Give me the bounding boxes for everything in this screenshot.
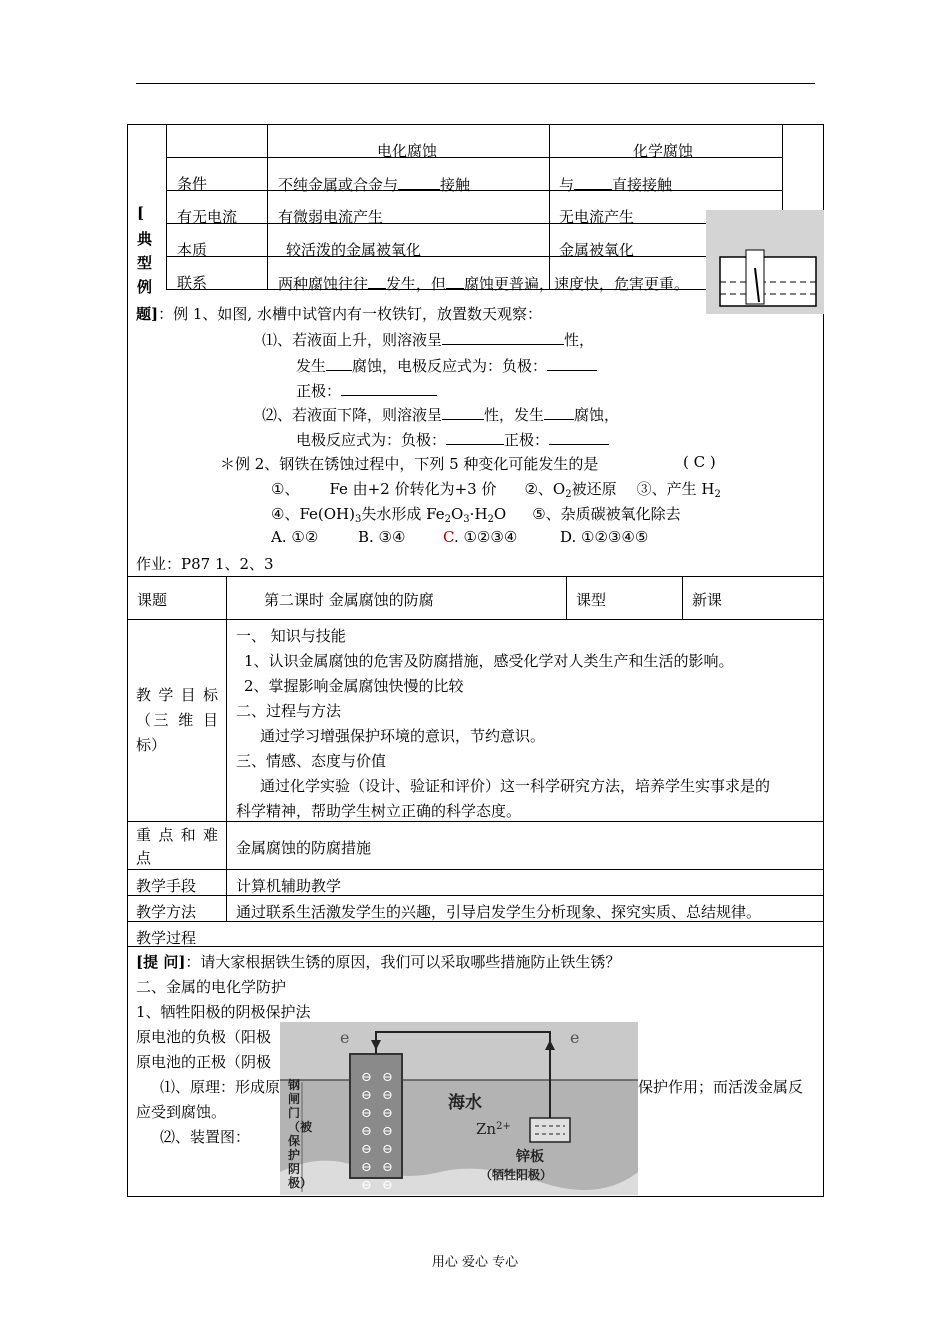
negative-ion-icon: ⊖ [382,1142,393,1157]
beaker-drawing [706,210,824,314]
negative-ion-icon: ⊖ [361,1178,372,1193]
side-label-char-2: 型 [137,254,153,272]
electron-right: e [570,1028,580,1047]
row-label-current: 有无电流 [177,208,238,226]
means-label: 教学手段 [136,877,197,895]
process-line-3: 原电池的负极（阳极 [136,1028,272,1046]
topic-value: 第二课时 金属腐蚀的防腐 [264,591,434,609]
negative-ion-icon: ⊖ [361,1160,372,1175]
negative-ion-icon: ⊖ [361,1142,372,1157]
essence-electro: 较活泼的金属被氧化 [286,241,422,259]
example-2-answer: ( C ) [683,453,716,471]
goal-line-7: 通过化学实验（设计、验证和评价）这一科学研究方法，培养学生实事求是的 [260,777,771,795]
beaker-figure [706,210,824,314]
method-label: 教学方法 [136,903,197,921]
side-label-char-3: 例 [137,278,153,296]
process-line-7: ⑵、装置图： [160,1128,251,1146]
side-label-char-1: 典 [137,230,153,248]
process-line-1: 二、金属的电化学防护 [136,978,287,996]
negative-ion-icon: ⊖ [382,1070,393,1085]
row-label-relation: 联系 [177,274,208,292]
negative-ion-icon: ⊖ [382,1088,393,1103]
electron-left: e [340,1028,350,1047]
condition-electro: 不纯金属或合金与 接触 [278,173,470,195]
header-rule [136,83,815,84]
current-electro: 有微弱电流产生 [278,208,384,226]
goals-label: 教 学 目 标（三 维 目标） [136,686,218,754]
q1-line-b: 发生 腐蚀，电极反应式为：负极： [296,354,597,376]
process-line-6: 应受到腐蚀。 [136,1103,227,1121]
header-electrochemical: 电化腐蚀 [377,142,438,160]
goal-line-6: 三、情感、态度与价值 [236,752,387,770]
options-line-2: ④、$Fe(OH)_3$失水形成 $Fe_2O_3\cdot H_2O$ ⑤、杂质碳被氧化除去 [271,505,681,525]
q2-line-a: ⑵、若液面下降，则溶液呈 性，发生 腐蚀， [262,403,619,425]
options-line-1: ①、 Fe 由+2 价转化为+3 价 ②、$O_2$被还原 ③、产生 $H_2$ [271,480,721,500]
homework: 作业：P87 1、2、3 [136,555,274,573]
sacrificial-anode-label: （牺牲阳极） [480,1168,553,1182]
relation-text: 两种腐蚀往往 发生，但 腐蚀更普遍，速度快，危害更重。 [278,272,689,294]
row-label-condition: 条件 [177,175,208,193]
zinc-plate-label: 锌板 [516,1149,544,1165]
goal-line-4: 二、过程与方法 [236,702,342,720]
negative-ion-icon: ⊖ [382,1124,393,1139]
process-label: 教学过程 [136,929,197,947]
page-footer: 用心 爱心 专心 [431,1255,519,1270]
type-label: 课型 [576,591,607,609]
example-1-intro: 题]：例 1、如图, 水槽中试管内有一枚铁钉，放置数天观察： [136,305,542,323]
goal-line-1: 一、 知识与技能 [236,627,346,645]
key-label: 重 点 和 难 点 [136,826,218,867]
condition-chemical: 与 直接接触 [559,173,672,195]
type-value: 新课 [692,591,723,609]
negative-ion-icon: ⊖ [361,1088,372,1103]
zn-ion-label: $Zn^{2+}$ [476,1120,511,1138]
choice-d: D. ①②③④⑤ [560,528,649,546]
process-line-5b: 保护作用；而活泼金属反 [638,1078,804,1096]
key-value: 金属腐蚀的防腐措施 [236,839,372,857]
example-2-question: ＊例 2、钢铁在锈蚀过程中，下列 5 种变化可能发生的是 [220,455,599,473]
essence-chemical: 金属被氧化 [559,241,635,259]
choice-c: C. ①②③④ [443,528,518,546]
topic-label: 课题 [137,591,168,609]
current-chemical: 无电流产生 [559,208,635,226]
negative-ion-icon: ⊖ [382,1160,393,1175]
q1-line-c: 正极： [296,379,437,401]
seawater-label: 海水 [448,1093,482,1113]
ion-grid [356,1070,398,1193]
header-chemical: 化学腐蚀 [633,142,694,160]
gate-label: 钢闸门（被保护阴极） [288,1078,313,1190]
process-line-4: 原电池的正极（阴极 [136,1053,272,1071]
goal-line-3: 2、掌握影响金属腐蚀快慢的比较 [244,677,464,695]
process-line-2: 1、牺牲阳极的阴极保护法 [136,1003,311,1021]
negative-ion-icon: ⊖ [382,1178,393,1193]
choice-b: B. ③④ [358,528,406,546]
q2-line-b: 电极反应式为：负极： 正极： [296,428,609,450]
method-value: 通过联系生活激发学生的兴趣，引导启发学生分析现象、探究实质、总结规律。 [236,903,762,921]
negative-ion-icon: ⊖ [361,1124,372,1139]
negative-ion-icon: ⊖ [382,1106,393,1121]
ask-line: [提 问]：请大家根据铁生锈的原因，我们可以采取哪些措施防止铁生锈？ [136,953,621,971]
negative-ion-icon: ⊖ [361,1106,372,1121]
choice-a: A. ①② [271,528,319,546]
process-line-5a: ⑴、原理：形成原 [160,1078,281,1096]
means-value: 计算机辅助教学 [236,877,342,895]
q1-line-a: ⑴、若液面上升，则溶液呈 性， [262,328,594,350]
side-label-bracket: [ [137,204,145,222]
row-label-essence: 本质 [177,241,208,259]
goal-line-5: 通过学习增强保护环境的意识，节约意识。 [260,727,546,745]
goal-line-2: 1、认识金属腐蚀的危害及防腐措施，感受化学对人类生产和生活的影响。 [244,652,734,670]
negative-ion-icon: ⊖ [361,1070,372,1085]
goal-line-8: 科学精神，帮助学生树立正确的科学态度。 [236,802,522,820]
sacrificial-anode-figure [280,1022,638,1195]
